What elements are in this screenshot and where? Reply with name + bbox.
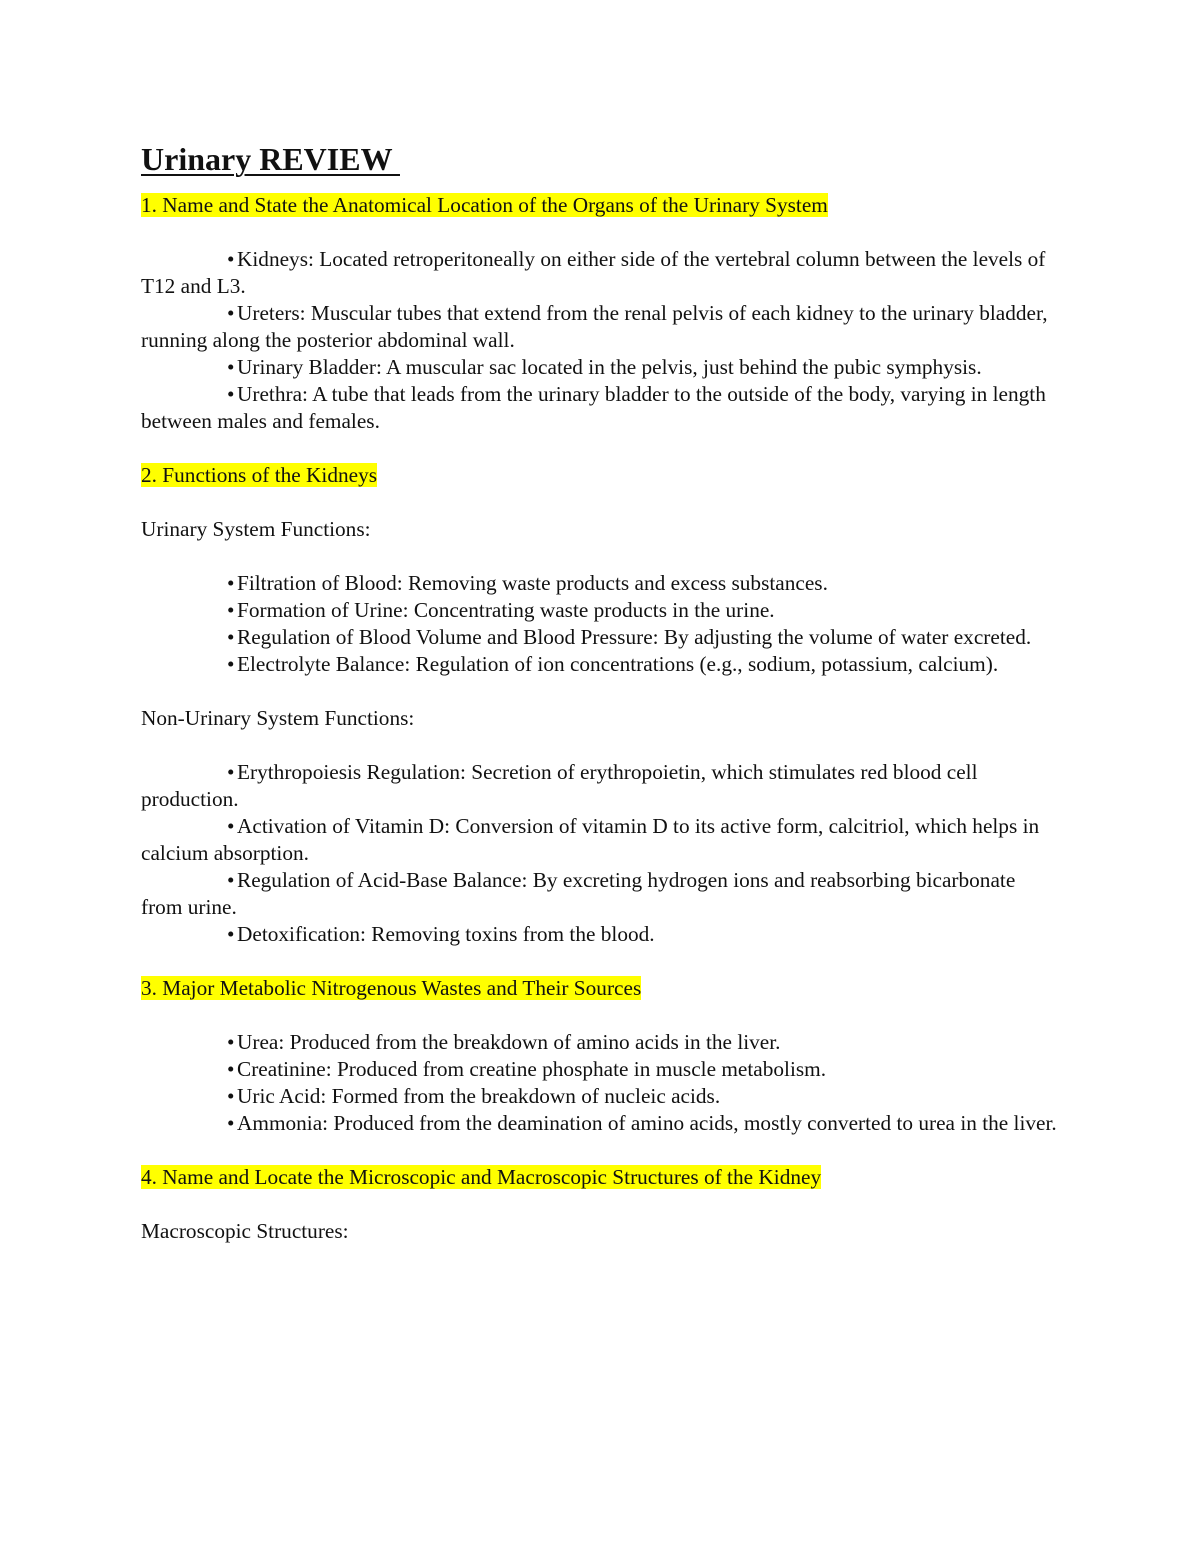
group-label: Non-Urinary System Functions: [141, 706, 415, 730]
bullet-marker [141, 381, 237, 408]
bullet-glyph: • [227, 868, 235, 892]
bullet-glyph: • [227, 1057, 235, 1081]
bullet-item [141, 813, 1061, 867]
blank-line [141, 489, 1061, 516]
bullet-marker [141, 1110, 237, 1137]
bullet-item [141, 624, 1061, 651]
bullet-text: Creatinine: Produced from creatine phosphate in muscle metabolism. [237, 1057, 827, 1081]
bullet-text: Ureters: Muscular tubes that extend from the renal pelvis of each kidney to the urinary bladder, running along the posterior abdominal wall. [141, 301, 1048, 352]
bullet-text: Regulation of Blood Volume and Blood Pressure: By adjusting the volume of water excreted. [237, 625, 1032, 649]
bullet-glyph: • [227, 922, 235, 946]
bullet-glyph: • [227, 625, 235, 649]
bullet-marker [141, 759, 237, 786]
bullet-glyph: • [227, 652, 235, 676]
bullet-item [141, 570, 1061, 597]
bullet-text: Activation of Vitamin D: Conversion of vitamin D to its active form, calcitriol, which helps in calcium absorption. [141, 814, 1040, 865]
bullet-marker [141, 867, 237, 894]
bullet-item [141, 759, 1061, 813]
bullet-marker [141, 246, 237, 273]
bullet-text: Electrolyte Balance: Regulation of ion concentrations (e.g., sodium, potassium, calcium). [237, 652, 999, 676]
bullet-glyph: • [227, 301, 235, 325]
bullet-text: Detoxification: Removing toxins from the blood. [237, 922, 655, 946]
bullet-marker [141, 1056, 237, 1083]
bullet-text: Regulation of Acid-Base Balance: By excreting hydrogen ions and reabsorbing bicarbonate from urine. [141, 868, 1016, 919]
document-title: Urinary REVIEW [141, 141, 400, 177]
bullet-text: Formation of Urine: Concentrating waste products in the urine. [237, 598, 775, 622]
bullet-text: Uric Acid: Formed from the breakdown of nucleic acids. [237, 1084, 721, 1108]
bullet-text: Urinary Bladder: A muscular sac located in the pelvis, just behind the pubic symphysis. [237, 355, 982, 379]
bullet-glyph: • [227, 598, 235, 622]
bullet-item [141, 354, 1061, 381]
bullet-marker [141, 300, 237, 327]
bullet-text: Filtration of Blood: Removing waste products and excess substances. [237, 571, 828, 595]
bullet-glyph: • [227, 382, 235, 406]
blank-line [141, 948, 1061, 975]
bullet-glyph: • [227, 1111, 235, 1135]
bullet-marker [141, 921, 237, 948]
bullet-marker [141, 1083, 237, 1110]
bullet-glyph: • [227, 1030, 235, 1054]
bullet-text: Kidneys: Located retroperitoneally on either side of the vertebral column between the levels of T12 and L3. [141, 247, 1046, 298]
bullet-item [141, 651, 1061, 678]
section-heading-text: 3. Major Metabolic Nitrogenous Wastes and Their Sources [141, 976, 642, 1000]
bullet-item [141, 1083, 1061, 1110]
bullet-item [141, 300, 1061, 354]
bullet-text: Ammonia: Produced from the deamination of amino acids, mostly converted to urea in the liver. [237, 1111, 1057, 1135]
bullet-item [141, 381, 1061, 435]
blank-line [141, 219, 1061, 246]
bullet-marker [141, 354, 237, 381]
section-heading [141, 192, 1061, 219]
blank-line [141, 732, 1061, 759]
bullet-item [141, 921, 1061, 948]
bullet-marker [141, 624, 237, 651]
bullet-marker [141, 813, 237, 840]
bullet-item [141, 597, 1061, 624]
blank-line [141, 543, 1061, 570]
bullet-item [141, 1056, 1061, 1083]
blank-line [141, 678, 1061, 705]
group-label: Macroscopic Structures: [141, 1219, 349, 1243]
bullet-glyph: • [227, 1084, 235, 1108]
bullet-marker [141, 597, 237, 624]
bullet-text: Urethra: A tube that leads from the urinary bladder to the outside of the body, varying in length between males and females. [141, 382, 1046, 433]
document-body [141, 138, 1061, 1245]
bullet-glyph: • [227, 760, 235, 784]
bullet-glyph: • [227, 571, 235, 595]
bullet-marker [141, 1029, 237, 1056]
bullet-item [141, 246, 1061, 300]
bullet-glyph: • [227, 355, 235, 379]
section-heading [141, 1164, 1061, 1191]
bullet-item [141, 1110, 1061, 1137]
bullet-marker [141, 570, 237, 597]
blank-line [141, 1137, 1061, 1164]
blank-line [141, 1002, 1061, 1029]
group-label: Urinary System Functions: [141, 517, 371, 541]
bullet-glyph: • [227, 247, 235, 271]
bullet-item [141, 1029, 1061, 1056]
document-sections [141, 192, 1061, 1245]
bullet-text: Urea: Produced from the breakdown of amino acids in the liver. [237, 1030, 781, 1054]
bullet-item [141, 867, 1061, 921]
blank-line [141, 1191, 1061, 1218]
blank-line [141, 435, 1061, 462]
bullet-text: Erythropoiesis Regulation: Secretion of erythropoietin, which stimulates red blood cell production. [141, 760, 978, 811]
section-heading [141, 975, 1061, 1002]
section-heading-text: 2. Functions of the Kidneys [141, 463, 378, 487]
section-heading-text: 4. Name and Locate the Microscopic and Macroscopic Structures of the Kidney [141, 1165, 822, 1189]
section-heading-text: 1. Name and State the Anatomical Location of the Organs of the Urinary System [141, 193, 828, 217]
section-heading [141, 462, 1061, 489]
bullet-marker [141, 651, 237, 678]
bullet-glyph: • [227, 814, 235, 838]
